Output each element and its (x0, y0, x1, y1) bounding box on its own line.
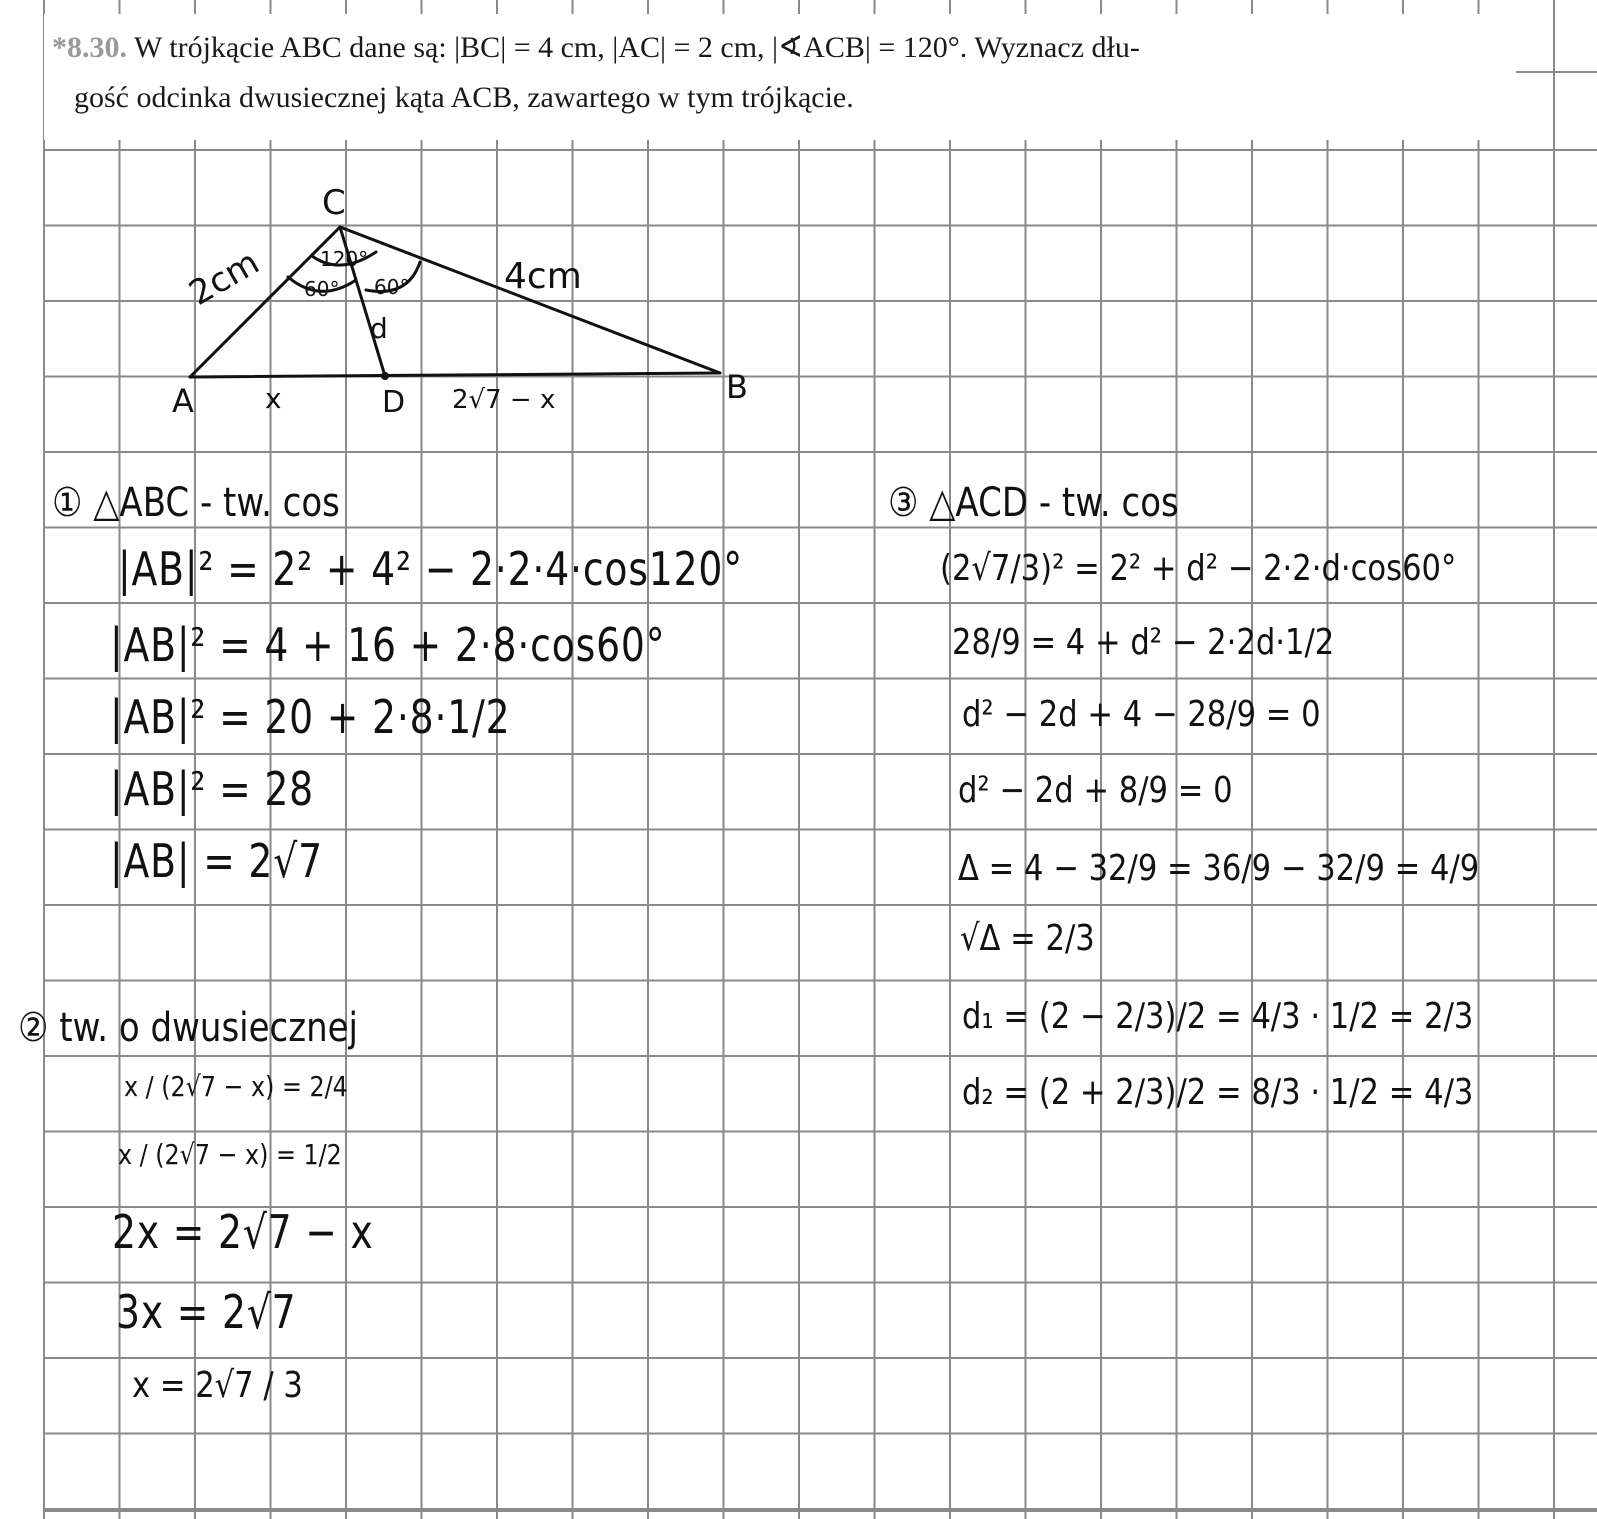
step1-heading: ① △ABC - tw. cos (52, 480, 340, 526)
step2-line-5: x = 2√7 / 3 (132, 1365, 303, 1406)
label-side-bc: 4cm (504, 256, 582, 297)
step3-line-4: d² − 2d + 8/9 = 0 (958, 770, 1233, 811)
step3-line-5: Δ = 4 − 32/9 = 36/9 − 32/9 = 4/9 (958, 848, 1480, 889)
side-ab-line (190, 373, 720, 377)
label-segment-ad: x (265, 382, 282, 415)
step2-line-1: x / (2√7 − x) = 2/4 (124, 1070, 348, 1103)
label-segment-db: 2√7 − x (452, 385, 556, 415)
step2-line-4: 3x = 2√7 (116, 1285, 297, 1339)
step2-line-2: x / (2√7 − x) = 1/2 (118, 1138, 342, 1171)
step1-line-4: |AB|² = 28 (110, 762, 315, 816)
triangle-diagram (170, 180, 790, 430)
problem-line-1 (52, 24, 1140, 71)
step1-line-3: |AB|² = 20 + 2·8·1/2 (110, 690, 511, 744)
side-cb-line (340, 227, 720, 373)
label-b: B (726, 368, 748, 406)
step3-line-3: d² − 2d + 4 − 28/9 = 0 (962, 694, 1321, 735)
label-a: A (172, 382, 194, 420)
label-angle-120: 120° (320, 247, 369, 271)
label-bisector: d (370, 312, 388, 345)
label-side-ac: 2cm (182, 242, 267, 314)
step1-line-1: |AB|² = 2² + 4² − 2·2·4·cos120° (118, 542, 743, 596)
step3-line-8: d₂ = (2 + 2/3)/2 = 8/3 · 1/2 = 4/3 (962, 1072, 1474, 1113)
step3-line-6: √Δ = 2/3 (960, 918, 1095, 959)
problem-line-2: gość odcinka dwusiecznej kąta ACB, zawartego w tym trójkącie. (74, 81, 854, 114)
step3-line-2: 28/9 = 4 + d² − 2·2d·1/2 (952, 622, 1335, 663)
step2-heading: ② tw. o dwusiecznej (18, 1005, 358, 1051)
problem-statement (44, 14, 1496, 140)
step2-line-3: 2x = 2√7 − x (112, 1205, 374, 1259)
step1-line-2: |AB|² = 4 + 16 + 2·8·cos60° (110, 618, 666, 672)
step3-heading: ③ △ACD - tw. cos (888, 480, 1179, 526)
label-d: D (382, 385, 406, 420)
label-c: C (322, 183, 346, 223)
problem-text-1: W trójkącie ABC dane są: |BC| = 4 cm, |AC| = 2 cm, |∢ACB| = 120°. Wyznacz dłu- (133, 31, 1140, 64)
step3-line-7: d₁ = (2 − 2/3)/2 = 4/3 · 1/2 = 2/3 (962, 996, 1474, 1037)
step1-line-5: |AB| = 2√7 (110, 834, 323, 888)
label-angle-left: 60° (304, 277, 340, 301)
label-angle-right: 60° (374, 275, 410, 299)
problem-number: *8.30. (52, 31, 127, 64)
step3-line-1: (2√7/3)² = 2² + d² − 2·2·d·cos60° (940, 548, 1457, 589)
point-d-dot (381, 372, 389, 380)
